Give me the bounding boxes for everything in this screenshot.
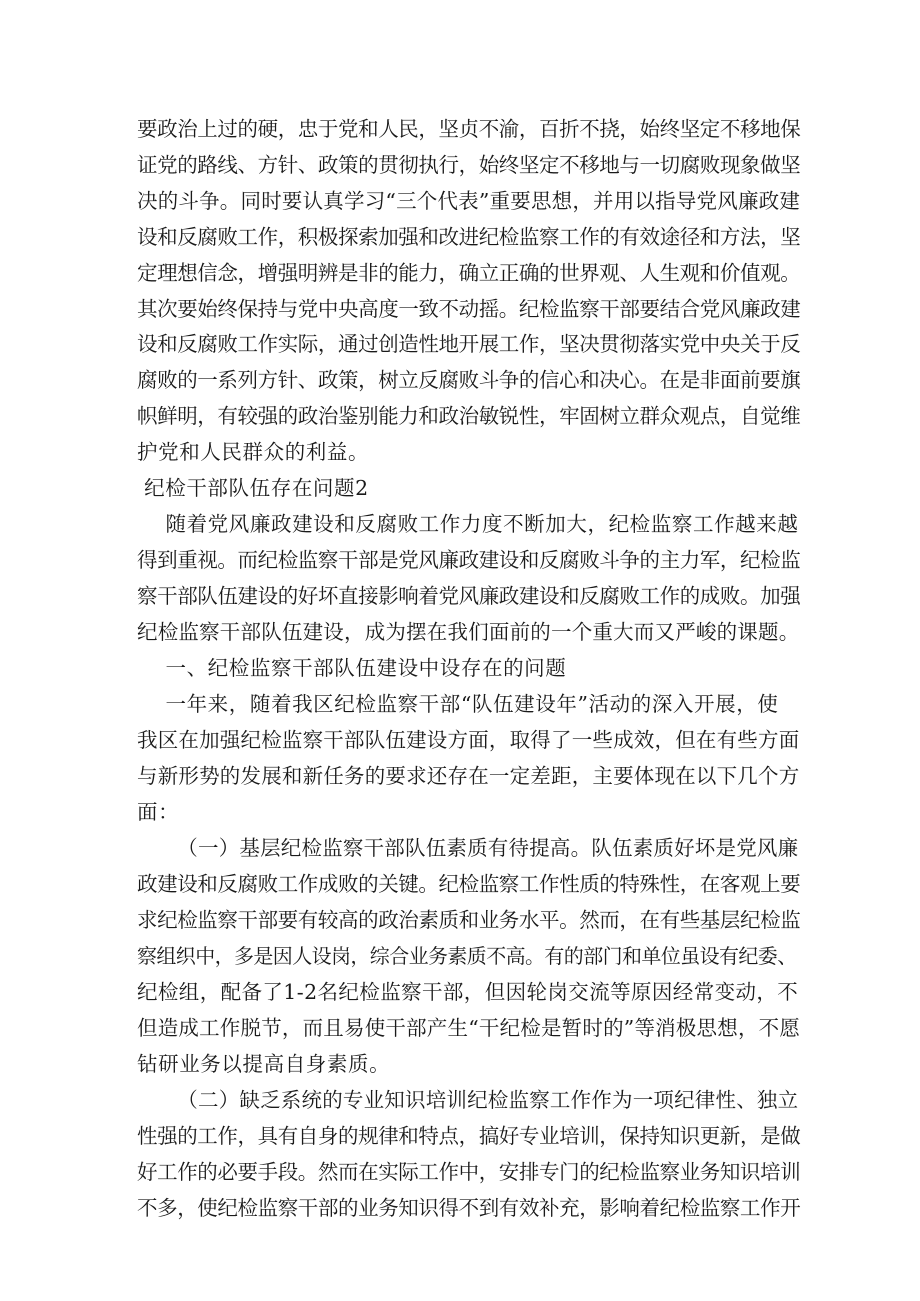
text-line: （二）缺乏系统的专业知识培训纪检监察工作作为一项纪律性、独立 (137, 1088, 799, 1112)
text-line: 纪检监察干部队伍建设，成为摆在我们面前的一个重大而又严峻的课题。 (137, 620, 800, 644)
text-line: 钻研业务以提高自身素质。 (137, 1052, 391, 1076)
text-line: 得到重视。而纪检监察干部是党风廉政建设和反腐败斗争的主力军，纪检监 (137, 548, 801, 572)
text-line: 但造成工作脱节，而且易使干部产生“干纪检是暂时的”等消极思想，不愿 (137, 1016, 801, 1040)
text-line: 好工作的必要手段。然而在实际工作中，安排专门的纪检监察业务知识培训 (137, 1160, 801, 1184)
text-line: 决的斗争。同时要认真学习“三个代表”重要思想，并用以指导党风廉政建 (137, 189, 801, 213)
text-line: 其次要始终保持与党中央高度一致不动摇。纪检监察干部要结合党风廉政建 (137, 297, 801, 321)
text-line: 不多，使纪检监察干部的业务知识得不到有效补充，影响着纪检监察工作开 (137, 1196, 801, 1220)
text-line: 帜鲜明，有较强的政治鉴别能力和政治敏锐性，牢固树立群众观点，自觉维 (137, 404, 801, 428)
text-line: 与新形势的发展和新任务的要求还存在一定差距，主要体现在以下几个方 (137, 764, 800, 788)
text-line: 设和反腐败工作实际，通过创造性地开展工作，坚决贯彻落实党中央关于反 (137, 332, 801, 356)
text-line: 护党和人民群众的利益。 (137, 440, 370, 464)
text-line: 定理想信念，增强明辨是非的能力，确立正确的世界观、人生观和价值观。 (137, 261, 801, 285)
text-line: 纪检组，配备了1-2名纪检监察干部，但因轮岗交流等原因经常变动，不 (137, 980, 799, 1004)
text-line: 政建设和反腐败工作成败的关键。纪检监察工作性质的特殊性，在客观上要 (137, 872, 801, 896)
text-line: 察组织中，多是因人设岗，综合业务素质不高。有的部门和单位虽设有纪委、 (137, 944, 797, 968)
text-line: 纪检干部队伍存在问题2 (137, 476, 369, 500)
text-line: 腐败的一系列方针、政策，树立反腐败斗争的信心和决心。在是非面前要旗 (137, 368, 801, 392)
text-line: 我区在加强纪检监察干部队伍建设方面，取得了一些成效，但在有些方面 (137, 728, 800, 752)
text-line: 性强的工作，具有自身的规律和特点，搞好专业培训，保持知识更新，是做 (137, 1124, 801, 1148)
text-line: 随着党风廉政建设和反腐败工作力度不断加大，纪检监察工作越来越 (137, 512, 799, 536)
text-line: 一、纪检监察干部队伍建设中设存在的问题 (137, 656, 567, 680)
text-line: 面： (137, 800, 180, 824)
text-line: 要政治上过的硬，忠于党和人民，坚贞不渝，百折不挠，始终坚定不移地保 (137, 117, 801, 141)
text-line: 求纪检监察干部要有较高的政治素质和业务水平。然而，在有些基层纪检监 (137, 908, 801, 932)
text-line: 一年来，随着我区纪检监察干部“队伍建设年”活动的深入开展，使 (137, 692, 779, 716)
text-line: 察干部队伍建设的好坏直接影响着党风廉政建设和反腐败工作的成败。加强 (137, 584, 801, 608)
text-line: （一）基层纪检监察干部队伍素质有待提高。队伍素质好坏是党风廉 (137, 836, 799, 860)
text-line: 设和反腐败工作，积极探索加强和改进纪检监察工作的有效途径和方法，坚 (137, 225, 801, 249)
text-line: 证党的路线、方针、政策的贯彻执行，始终坚定不移地与一切腐败现象做坚 (137, 153, 801, 177)
